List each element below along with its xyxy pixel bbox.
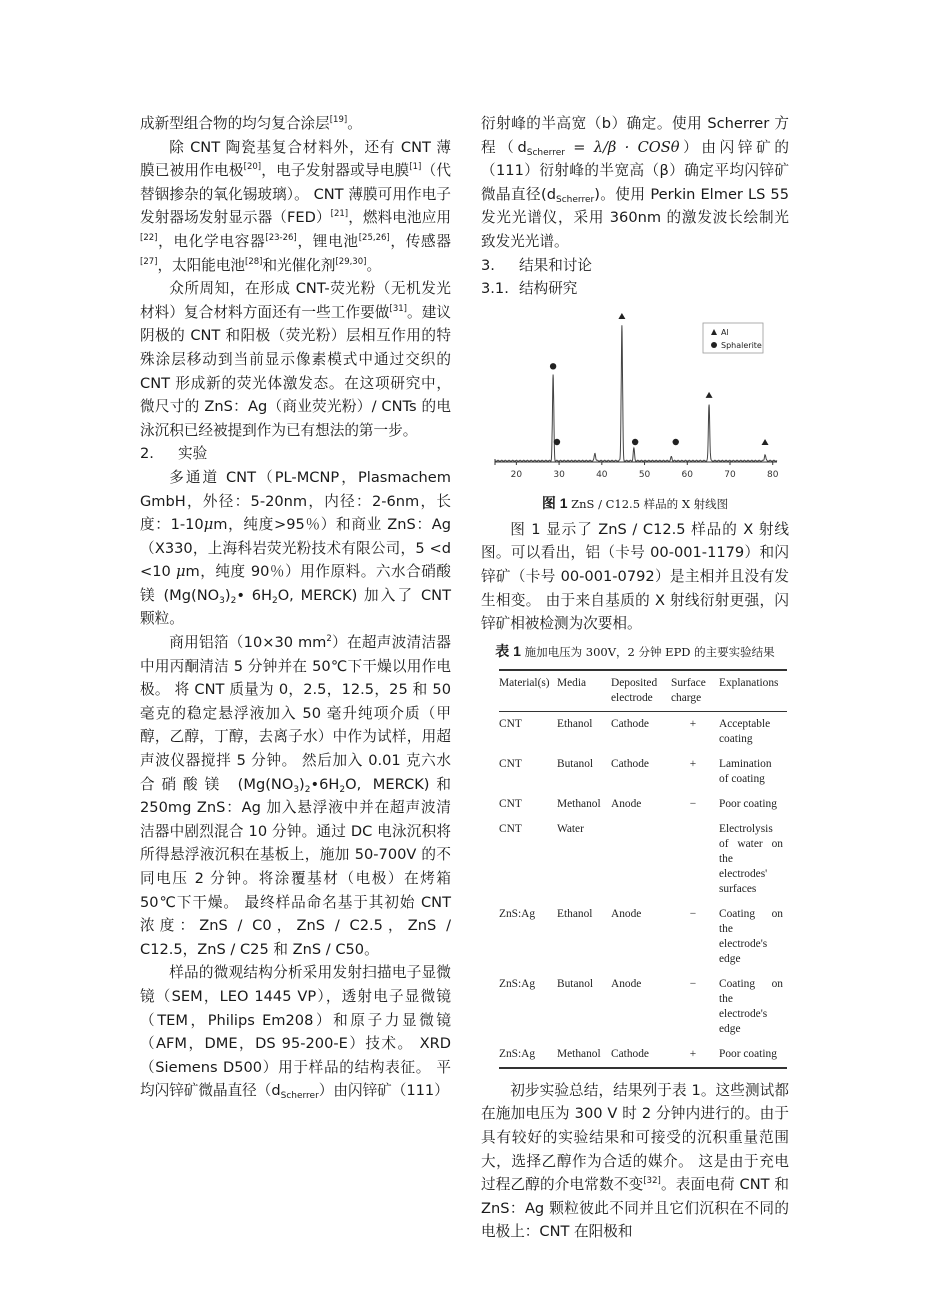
table-header-row: [499, 670, 787, 712]
table-cell: +: [689, 1047, 697, 1060]
section-2-heading: 2. 实验: [140, 445, 208, 463]
chart-legend: [703, 323, 763, 353]
table-header-cell: Explanations: [719, 676, 779, 689]
table-cell: Water: [557, 822, 584, 835]
table-row: [499, 972, 787, 1042]
table-cell: Lamination of coating: [719, 757, 772, 785]
table-cell: ZnS:Ag: [499, 977, 536, 990]
table-cell: Coating on the electrode's edge: [719, 907, 783, 965]
table-cell: Methanol: [557, 1047, 601, 1060]
table-cell: Anode: [611, 797, 642, 810]
table-header-cell: Deposited electrode: [611, 676, 658, 704]
legend-al: Al: [721, 327, 729, 337]
table-caption: 表 1 施加电压为 300V，2 分钟 EPD 的主要实验结果: [495, 642, 775, 659]
x-tick-label: 70: [724, 469, 736, 480]
paragraph-3: 众所周知，在形成 CNT-荧光粉（无机发光材料）复合材料方面还有一些工作要做[31]。建议阴极的 CNT 和阳极（荧光粉）层相互作用的特殊涂层移动到当前显示像素模式中通过交织的 CNT 形成新的荧光体激发态。在这项研究中，微尺寸的 ZnS：Ag（商业荧光粉）/ CNTs 的电泳沉积已经被提到作为已有想法的第一步。: [140, 280, 451, 439]
table-cell: Ethanol: [557, 907, 593, 920]
x-tick-label: 30: [553, 469, 565, 480]
sphalerite-peak-marker: [673, 439, 679, 445]
x-tick-label: 60: [681, 469, 693, 480]
paragraph-6: 样品的微观结构分析采用发射扫描电子显微镜（SEM，LEO 1445 VP），透射电子显微镜（TEM，Philips Em208）和原子力显微镜（AFM，DME，DS 95-200-E）技术。 XRD（Siemens D500）用于样品的结构表征。 平均闪锌矿微晶直径$(d_{Scherrer})$由闪锌矿（111）: [140, 964, 451, 1102]
scherrer-formula: λ/β · COSθ: [593, 138, 680, 156]
x-axis: [495, 459, 779, 480]
table-header-cell: Media: [557, 676, 587, 689]
paragraph-1: 成新型组合物的均匀复合涂层[19]。: [140, 115, 362, 132]
table-row: [499, 792, 787, 817]
table-cell: Anode: [611, 907, 642, 920]
sphalerite-marker-icon: [711, 342, 717, 348]
table-cell: Cathode: [611, 1047, 649, 1060]
table-cell: Methanol: [557, 797, 601, 810]
table-cell: Ethanol: [557, 717, 593, 730]
results-table: [499, 669, 787, 1069]
sphalerite-peak-marker: [550, 363, 556, 369]
table-row: [499, 817, 787, 902]
table-cell: Acceptable coating: [719, 717, 771, 745]
table-cell: +: [689, 717, 697, 730]
table-cell: Poor coating: [719, 1047, 777, 1060]
xrd-chart: [487, 311, 783, 487]
sphalerite-peak-marker: [554, 439, 560, 445]
table-row: [499, 1042, 787, 1068]
sphalerite-peak-marker: [632, 439, 638, 445]
table-cell: Cathode: [611, 717, 649, 730]
table-cell: ZnS:Ag: [499, 907, 536, 920]
table-cell: Coating on the electrode's edge: [719, 977, 783, 1035]
table-cell: Cathode: [611, 757, 649, 770]
table-cell: [671, 817, 719, 902]
table-cell: CNT: [499, 797, 522, 810]
x-tick-label: 40: [596, 469, 608, 480]
section-3-heading: 3. 结果和讨论: [481, 256, 592, 274]
left-column: [140, 112, 451, 1103]
table-row: [499, 752, 787, 792]
al-peak-marker: [618, 313, 625, 319]
al-peak-marker: [706, 392, 713, 398]
table-row: [499, 711, 787, 752]
table-header-cell: Material(s): [499, 676, 550, 689]
right-column: [481, 112, 789, 1244]
paragraph-5: 商用铝箔（10×30 $mm^2$）在超声波清洁器中用丙酮清洁 5 分钟并在 50℃下干燥以用作电极。 将 CNT 质量为 0，2.5，12.5，25 和 50 毫克的稳定悬浮液加入 50 毫升纯项介质（甲醇，乙醇，丁醇，去离子水）中作为试样，用超声波仪器搅拌 5 分钟。 然后加入 0.01 克六水合硝酸镁 ($Mg(NO_3)_2•6H_2O$, MERCK)和 250mg ZnS：Ag 加入悬浮液中并在超声波清洁器中剧烈混合 10 分钟。通过 DC 电泳沉积将所得悬浮液沉积在基板上，施加 50-700V 的不同电压 2 分钟。将涂覆基材（电极）在烤箱 50℃下干燥。 最终样品命名基于其初始 CNT 浓度：ZnS / C0，ZnS / C2.5，ZnS / C12.5，ZnS / C25 和 ZnS / C50。: [140, 634, 451, 958]
table-header-cell: Surface charge: [671, 676, 706, 704]
table-cell: CNT: [499, 822, 522, 835]
table-cell: Electrolysis of water on the electrodes' surfaces: [719, 822, 783, 895]
table-body: [499, 711, 787, 1068]
x-tick-label: 80: [767, 469, 779, 480]
x-tick-label: 20: [510, 469, 523, 480]
table-cell: Anode: [611, 977, 642, 990]
table-cell: CNT: [499, 757, 522, 770]
figure-caption: 图 1 ZnS / C12.5 样品的 X 射线图: [541, 494, 729, 511]
xrd-figure: [487, 311, 783, 487]
paragraph-9: 初步实验总结，结果列于表 1。这些测试都在施加电压为 300 V 时 2 分钟内进行的。由于具有较好的实验结果和可接受的沉积重量范围大，选择乙醇作为合适的媒介。 这是由于充电过程乙醇的介电常数不变[32]。表面电荷 CNT 和 ZnS：Ag 颗粒彼此不同并且它们沉积在不同的电极上：CNT 在阳极和: [481, 1081, 789, 1241]
legend-sphalerite: Sphalerite: [721, 340, 762, 350]
table-cell: −: [689, 977, 697, 990]
paragraph-4: 多通道 CNT（PL-MCNP，Plasmachem GmbH，外径：5-20nm，内径：2-6nm，长度：1-10μm，纯度>95％）和商业 ZnS：Ag（X330，上海科岩荧光粉技术有限公司，5 <d <10 μm，纯度 90％）用作原料。六水合硝酸镁 ($Mg(NO_3)_2•$ $6H_2O$, MERCK) 加入了 CNT 颗粒。: [140, 468, 451, 628]
paragraph-8: 图 1 显示了 ZnS / C12.5 样品的 X 射线图。可以看出，铝（卡号 00-001-1179）和闪锌矿（卡号 00-001-0792）是主相并且没有发生相变。 由于来自基质的 X 射线衍射更强，闪锌矿相被检测为次要相。: [481, 520, 789, 633]
table-row: [499, 902, 787, 972]
paragraph-7: 衍射峰的半高宽（b）确定。使用 Scherrer 方程$(d_{Scherrer} = \lambda/\beta \cdot COS\theta)$由闪锌矿的（111）衍射峰的半宽高（β）确定平均闪锌矿微晶直径$(d_{Scherrer})$。使用 Perkin Elmer LS 55 发光光谱仪，采用 360nm 的激发波长绘制光致发光光谱。: [481, 115, 789, 250]
table-cell: −: [689, 907, 697, 920]
section-3-1-heading: 3.1. 结构研究: [481, 280, 578, 298]
table-cell: Butanol: [557, 977, 594, 990]
al-peak-marker: [762, 439, 769, 445]
table-cell: ZnS:Ag: [499, 1047, 536, 1060]
table-cell: Butanol: [557, 757, 594, 770]
table-cell: Poor coating: [719, 797, 777, 810]
table-cell: +: [689, 757, 697, 770]
table-cell: −: [689, 797, 697, 810]
paragraph-2: 除 CNT 陶瓷基复合材料外，还有 CNT 薄膜已被用作电极[20]，电子发射器或导电膜[1]（代替铟掺杂的氧化锡玻璃）。 CNT 薄膜可用作电子发射器场发射显示器（FED）[21]，燃料电池应用[22]，电化学电容器[23-26]，锂电池[25,26]，传感器[27]，太阳能电池[28]和光催化剂[29,30]。: [140, 138, 451, 274]
x-tick-label: 50: [638, 469, 651, 480]
table-cell: CNT: [499, 717, 522, 730]
table-cell: [611, 817, 671, 902]
